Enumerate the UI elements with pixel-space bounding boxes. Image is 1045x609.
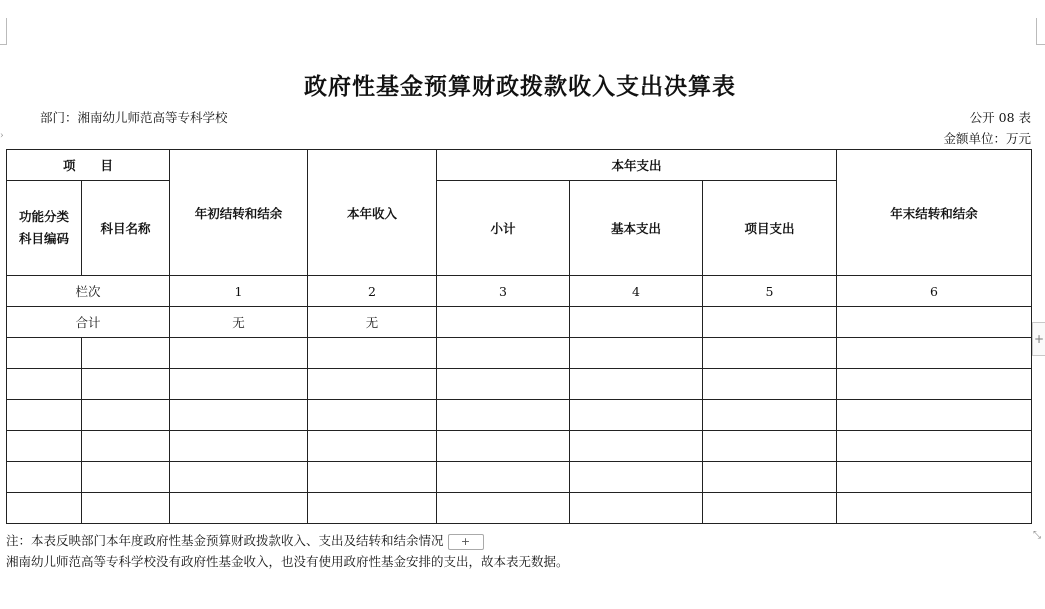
left-arrow-icon[interactable]: › <box>0 131 4 141</box>
table-cell <box>7 493 82 524</box>
total-subtotal <box>437 307 570 338</box>
total-label: 合计 <box>7 307 170 338</box>
column-number-5: 5 <box>703 276 837 307</box>
table-row <box>7 462 1032 493</box>
header-func-code: 功能分类科目编码 <box>7 181 82 276</box>
column-number-3: 3 <box>437 276 570 307</box>
header-basic: 基本支出 <box>570 181 703 276</box>
header-row-1 <box>7 150 1032 181</box>
table-cell <box>703 338 837 369</box>
column-number-4: 4 <box>570 276 703 307</box>
column-number-6: 6 <box>837 276 1032 307</box>
table-cell <box>170 400 308 431</box>
budget-table <box>6 149 1032 524</box>
table-cell <box>837 431 1032 462</box>
total-basic <box>570 307 703 338</box>
table-row <box>7 400 1032 431</box>
expand-note-button[interactable]: + <box>448 534 484 550</box>
header-income: 本年收入 <box>308 150 437 276</box>
column-number-2: 2 <box>308 276 437 307</box>
table-cell <box>437 493 570 524</box>
table-cell <box>703 400 837 431</box>
table-row <box>7 431 1032 462</box>
table-cell <box>703 493 837 524</box>
total-project <box>703 307 837 338</box>
table-cell <box>703 431 837 462</box>
table-row <box>7 338 1032 369</box>
unit-label: 金额单位：万元 <box>943 131 1031 146</box>
table-cell <box>82 431 170 462</box>
header-item: 项 目 <box>7 150 170 181</box>
table-cell <box>570 338 703 369</box>
department-label: 部门：湘南幼儿师范高等专科学校 <box>40 110 228 125</box>
table-cell <box>170 431 308 462</box>
table-cell <box>437 431 570 462</box>
no-data-statement: 湘南幼儿师范高等专科学校没有政府性基金收入，也没有使用政府性基金安排的支出，故本表无数据。 <box>6 554 569 569</box>
table-cell <box>170 462 308 493</box>
table-cell <box>82 338 170 369</box>
table-cell <box>7 338 82 369</box>
doc-number-label: 公开 08 表 <box>969 110 1031 125</box>
column-number-row <box>7 276 1032 307</box>
resize-corner-icon[interactable]: ⤡ <box>1033 530 1041 541</box>
table-cell <box>82 493 170 524</box>
header-subtotal: 小计 <box>437 181 570 276</box>
table-cell <box>170 493 308 524</box>
table-cell <box>170 338 308 369</box>
table-cell <box>570 400 703 431</box>
table-cell <box>837 462 1032 493</box>
header-subject-name: 科目名称 <box>82 181 170 276</box>
total-income: 无 <box>308 307 437 338</box>
table-cell <box>7 431 82 462</box>
table-cell <box>837 338 1032 369</box>
table-cell <box>437 369 570 400</box>
table-cell <box>7 400 82 431</box>
table-cell <box>837 493 1032 524</box>
top-right-crop-mark <box>1036 18 1045 45</box>
table-cell <box>308 431 437 462</box>
header-closing-balance: 年末结转和结余 <box>837 150 1032 276</box>
header-opening-balance: 年初结转和结余 <box>170 150 308 276</box>
note-text: 注：本表反映部门本年度政府性基金预算财政拨款收入、支出及结转和结余情况 <box>6 533 444 548</box>
table-cell <box>837 400 1032 431</box>
column-number-label: 栏次 <box>7 276 170 307</box>
column-number-1: 1 <box>170 276 308 307</box>
table-cell <box>82 400 170 431</box>
table-cell <box>82 369 170 400</box>
table-cell <box>437 400 570 431</box>
table-cell <box>308 462 437 493</box>
table-row <box>7 493 1032 524</box>
table-cell <box>437 338 570 369</box>
table-cell <box>570 369 703 400</box>
table-cell <box>7 369 82 400</box>
table-cell <box>308 400 437 431</box>
table-cell <box>570 431 703 462</box>
header-expense: 本年支出 <box>437 150 837 181</box>
table-cell <box>703 462 837 493</box>
table-cell <box>703 369 837 400</box>
table-cell <box>170 369 308 400</box>
total-closing <box>837 307 1032 338</box>
table-row <box>7 369 1032 400</box>
right-expand-tab[interactable]: + <box>1032 322 1045 356</box>
table-cell <box>82 462 170 493</box>
table-cell <box>437 462 570 493</box>
page-title: 政府性基金预算财政拨款收入支出决算表 <box>304 73 736 100</box>
table-cell <box>570 493 703 524</box>
table-cell <box>308 493 437 524</box>
table-cell <box>570 462 703 493</box>
total-row <box>7 307 1032 338</box>
table-cell <box>308 338 437 369</box>
table-cell <box>837 369 1032 400</box>
table-note <box>6 531 484 550</box>
header-project: 项目支出 <box>703 181 837 276</box>
table-cell <box>308 369 437 400</box>
table-cell <box>7 462 82 493</box>
total-opening: 无 <box>170 307 308 338</box>
top-left-crop-mark <box>0 18 7 45</box>
